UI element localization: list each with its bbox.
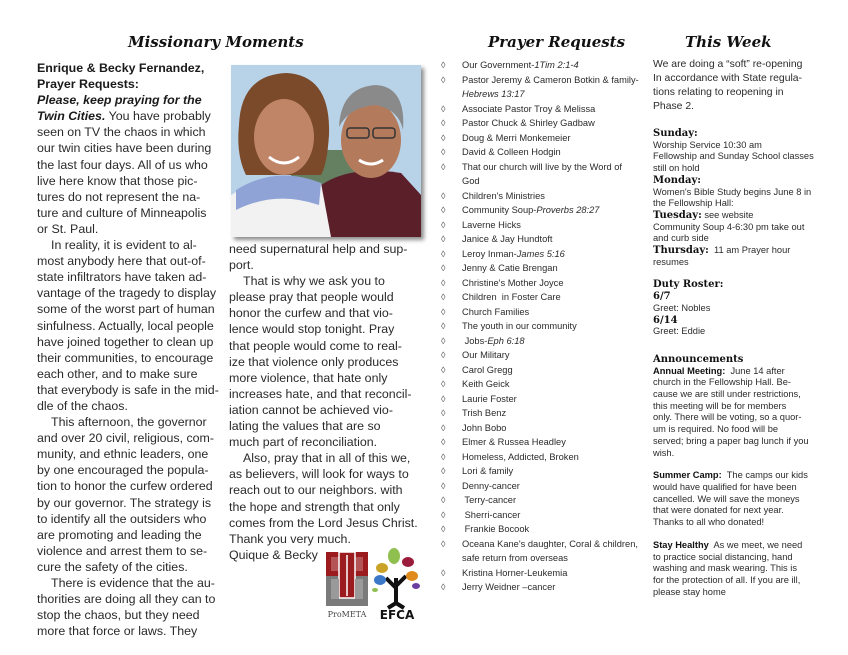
- diamond-bullet-icon: ◊: [441, 103, 446, 114]
- efca-tree-icon: [372, 548, 422, 620]
- diamond-bullet-icon: ◊: [441, 437, 446, 447]
- efca-logo: [372, 548, 422, 620]
- article-line: some of the worst part of human: [37, 302, 215, 317]
- duty-roster-heading: Duty Roster:: [653, 279, 724, 291]
- announcement-summer-camp: Summer Camp: The camps our kids would have qualified for have been cancelled. We will save the moneys that were donated for next year. Thanks to all who donated!: [653, 470, 808, 528]
- prayer-item: ◊ Community Soup-Proverbs 28:27: [440, 203, 640, 218]
- missionary-article-col1: [37, 60, 220, 639]
- diamond-bullet-icon: ◊: [441, 277, 446, 288]
- article-line: lating the values that are so: [229, 419, 381, 434]
- diamond-bullet-icon: ◊: [441, 538, 446, 549]
- article-line: violence and arrest them to se-: [37, 543, 208, 558]
- prayer-item: ◊ That our church will live by the Word of God: [441, 161, 623, 186]
- article-line: the hope and strength that only: [229, 499, 400, 514]
- diamond-bullet-icon: ◊: [441, 161, 446, 172]
- diamond-bullet-icon: ◊: [441, 190, 446, 201]
- prayer-item: ◊ Our Government-1Tim 2:1-4: [440, 58, 640, 73]
- diamond-bullet-icon: ◊: [441, 321, 446, 331]
- svg-text:ProMETA: ProMETA: [327, 610, 367, 619]
- this-week-heading: This Week: [685, 33, 772, 51]
- prayer-item: ◊ Keith Geick: [440, 377, 640, 392]
- article-line: state infiltrators have taken ad-: [37, 270, 207, 285]
- article-line: This afternoon, the governor: [51, 415, 207, 430]
- article-line: port.: [229, 258, 254, 273]
- article-line: each other, and to make sure: [37, 366, 198, 381]
- announcement-annual-meeting: Annual Meeting: June 14 after church in the Fellowship Hall. Be- cause we are still under restrictions, this meeting will be for members only. There will be voting, so a quor- um is required. No food will be served; bring a paper bag lunch if you wish.: [653, 365, 809, 458]
- prayer-item: ◊ Children's Ministries: [440, 189, 640, 204]
- article-line: dle of the chaos.: [37, 398, 128, 413]
- article-line: tures do not represent the na-: [37, 189, 201, 204]
- article-line: sinfulness. Actually, local people: [37, 318, 214, 333]
- article-line: more violence, that hate only: [229, 370, 388, 385]
- article-line: There is evidence that the au-: [51, 576, 215, 590]
- monday-schedule: Monday: Women's Bible Study begins June 8 in the Fellowship Hall:: [653, 175, 833, 210]
- article-line: as believers, will look for ways to: [229, 467, 409, 482]
- article-line: In reality, it is evident to al-: [51, 238, 197, 253]
- article-line: comes from the Lord Jesus Christ.: [229, 515, 418, 530]
- diamond-bullet-icon: ◊: [441, 408, 446, 418]
- article-line: have joined together to clean up: [37, 334, 214, 349]
- prayer-item: ◊ Trish Benz: [440, 406, 640, 421]
- missionary-moments-heading: Missionary Moments: [128, 33, 304, 51]
- prayer-item: ◊ Frankie Bocook: [440, 522, 640, 537]
- prayer-item: ◊ Jobs-Eph 6:18: [440, 334, 640, 349]
- prayer-item: ◊ Oceana Kane's daughter, Coral & children, safe return from overseas: [441, 538, 638, 563]
- missionary-article-col2: [229, 241, 429, 563]
- article-line: or St. Paul.: [37, 221, 99, 236]
- prometa-logo-icon: [325, 552, 369, 620]
- prayer-requests-list: [440, 58, 640, 595]
- article-line: live here know that those pic-: [37, 173, 198, 188]
- article-line: stop the chaos, but they need: [37, 608, 200, 623]
- diamond-bullet-icon: ◊: [441, 567, 446, 578]
- diamond-bullet-icon: ◊: [441, 466, 446, 476]
- prayer-item: ◊ Laverne Hicks: [440, 218, 640, 233]
- diamond-bullet-icon: ◊: [441, 219, 446, 230]
- article-line: reach out to our neighbors. with: [229, 483, 403, 498]
- prayer-item: ◊ Leroy Inman-James 5:16: [440, 247, 640, 262]
- article-line: Also, pray that in all of this we,: [243, 451, 411, 466]
- prayer-item: ◊ Doug & Merri Monkemeier: [440, 131, 640, 146]
- article-line: that everybody is safe in the mid-: [37, 382, 219, 397]
- article-line: our twin cities have been during: [37, 141, 212, 156]
- reopening-intro: We are doing a “soft” re-opening In accordance with State regula- tions relating to reopening in Phase 2.: [653, 59, 803, 112]
- article-line: lence would stop tonight. Pray: [229, 322, 395, 337]
- diamond-bullet-icon: ◊: [441, 582, 446, 592]
- prayer-item: ◊ Associate Pastor Troy & Melissa: [440, 102, 640, 117]
- article-line: tion to honor the curfew ordered: [37, 479, 213, 494]
- diamond-bullet-icon: ◊: [441, 480, 446, 491]
- duty-roster: [653, 291, 833, 338]
- prayer-item: ◊ Laurie Foster: [440, 392, 640, 407]
- prayer-item: ◊ Christine's Mother Joyce: [440, 276, 640, 291]
- prayer-item: ◊ Children in Foster Care: [440, 290, 640, 305]
- diamond-bullet-icon: ◊: [441, 248, 446, 259]
- diamond-bullet-icon: ◊: [441, 495, 446, 505]
- diamond-bullet-icon: ◊: [441, 364, 446, 375]
- prayer-item: ◊ Terry-cancer: [440, 493, 640, 508]
- diamond-bullet-icon: ◊: [441, 350, 446, 360]
- article-line: that people would come to real-: [229, 338, 402, 353]
- article-line: thorities are doing all they can to: [37, 592, 216, 607]
- prayer-item: ◊ David & Colleen Hodgin: [440, 145, 640, 160]
- article-line: and over 20 civil, religious, com-: [37, 431, 214, 446]
- diamond-bullet-icon: ◊: [441, 524, 446, 534]
- announcements-heading: Announcements: [653, 353, 744, 365]
- diamond-bullet-icon: ◊: [441, 263, 446, 273]
- article-line: That is why we ask you to: [243, 274, 385, 289]
- thursday-schedule: Thursday: 11 am Prayer hour resumes: [653, 245, 791, 267]
- roster-date: 6/14: [653, 314, 678, 326]
- prayer-item: ◊ Homeless, Addicted, Broken: [440, 450, 640, 465]
- diamond-bullet-icon: ◊: [441, 234, 446, 244]
- diamond-bullet-icon: ◊: [441, 147, 446, 157]
- prayer-item: ◊ Jenny & Catie Brengan: [440, 261, 640, 276]
- missionary-couple-photo: [231, 65, 421, 237]
- diamond-bullet-icon: ◊: [441, 205, 446, 215]
- couple-photo-illustration: [231, 65, 421, 237]
- diamond-bullet-icon: ◊: [441, 379, 446, 389]
- article-line: are promoting and leading the: [37, 527, 202, 542]
- article-line: cure the safety of the cities.: [37, 559, 188, 574]
- prayer-item: ◊ Carol Gregg: [440, 363, 640, 378]
- article-line: by one encouraged the popula-: [37, 463, 209, 478]
- diamond-bullet-icon: ◊: [441, 292, 446, 302]
- article-line: munity, and ethnic leaders, one: [37, 447, 209, 462]
- prometa-logo: [325, 552, 369, 620]
- monday-label: Monday:: [653, 174, 701, 186]
- tuesday-label: Tuesday:: [653, 209, 702, 221]
- article-line: honor the curfew and that vio-: [229, 306, 393, 321]
- prayer-requests-heading: Prayer Requests: [488, 33, 626, 51]
- tuesday-schedule: Tuesday: see website Community Soup 4-6:30 pm take out and curb side: [653, 209, 805, 244]
- diamond-bullet-icon: ◊: [441, 422, 446, 433]
- prayer-item: ◊ Pastor Chuck & Shirley Gadbaw: [440, 116, 640, 131]
- article-line: seen on TV the chaos in which: [37, 125, 206, 140]
- prayer-item: ◊ Church Families: [440, 305, 640, 320]
- article-line: more that force or laws. They: [37, 624, 198, 639]
- prayer-item: ◊ Our Military: [440, 348, 640, 363]
- roster-greeter: Greet: Nobles: [653, 302, 711, 313]
- diamond-bullet-icon: ◊: [441, 509, 446, 520]
- article-line: Twin Cities. You have probably: [37, 109, 211, 124]
- prayer-item: ◊ Janice & Jay Hundtoft: [440, 232, 640, 247]
- diamond-bullet-icon: ◊: [441, 306, 446, 317]
- prayer-item: ◊ Jerry Weidner –cancer: [440, 580, 640, 595]
- article-subtitle: Prayer Requests:: [37, 77, 139, 92]
- article-line: need supernatural help and sup-: [229, 242, 408, 256]
- diamond-bullet-icon: ◊: [441, 451, 446, 462]
- article-line: please pray that people would: [229, 290, 394, 305]
- article-line: to identify all the outsiders who: [37, 511, 207, 526]
- article-line: increases hate, and that reconcil-: [229, 386, 412, 401]
- this-week-section: [653, 58, 833, 598]
- prayer-item: ◊ The youth in our community: [440, 319, 640, 334]
- diamond-bullet-icon: ◊: [441, 132, 446, 143]
- prayer-item: ◊ Pastor Jeremy & Cameron Botkin & family- Hebrews 13:17: [441, 74, 639, 99]
- roster-date: 6/7: [653, 291, 671, 303]
- prayer-item: ◊ Elmer & Russea Headley: [440, 435, 640, 450]
- prayer-item: ◊ Kristina Horner-Leukemia: [440, 566, 640, 581]
- article-signature: Quique & Becky: [229, 547, 318, 562]
- article-line: iation cannot be achieved vio-: [229, 402, 393, 417]
- article-line: vantage of the tragedy to display: [37, 286, 217, 301]
- article-line: most anybody here that out-of-: [37, 254, 206, 269]
- article-line: ize that violence only produces: [229, 354, 399, 369]
- announcement-stay-healthy: Stay Healthy As we meet, we need to practice social distancing, hand washing and mask wearing. This is for the protection of all. If you are ill, please stay home: [653, 539, 803, 597]
- diamond-bullet-icon: ◊: [441, 393, 446, 404]
- diamond-bullet-icon: ◊: [441, 74, 446, 85]
- article-line: much part of reconciliation.: [229, 435, 378, 450]
- prayer-item: ◊ Lori & family: [440, 464, 640, 479]
- article-lead: Please, keep praying for the: [37, 93, 202, 108]
- article-line: ture and culture of Minneapolis: [37, 205, 207, 220]
- sunday-label: Sunday:: [653, 128, 698, 139]
- article-line: by our governor. The strategy is: [37, 495, 212, 510]
- article-line: their communities, to encourage: [37, 350, 214, 365]
- sunday-schedule: Sunday: Worship Service 10:30 am Fellowship and Sunday School classes still on hold: [653, 128, 833, 175]
- prayer-item: ◊ Sherri-cancer: [440, 508, 640, 523]
- diamond-bullet-icon: ◊: [441, 60, 446, 70]
- thursday-label: Thursday:: [653, 245, 709, 257]
- article-line: Thank you very much.: [229, 531, 351, 546]
- diamond-bullet-icon: ◊: [441, 335, 446, 346]
- article-line: the last four days. All of us who: [37, 157, 208, 172]
- roster-greeter: Greet: Eddie: [653, 326, 706, 337]
- prayer-item: ◊ John Bobo: [440, 421, 640, 436]
- prayer-item: ◊ Denny-cancer: [440, 479, 640, 494]
- diamond-bullet-icon: ◊: [441, 118, 446, 128]
- article-author-line: Enrique & Becky Fernandez,: [37, 61, 205, 75]
- svg-text:EFCA: EFCA: [379, 608, 415, 620]
